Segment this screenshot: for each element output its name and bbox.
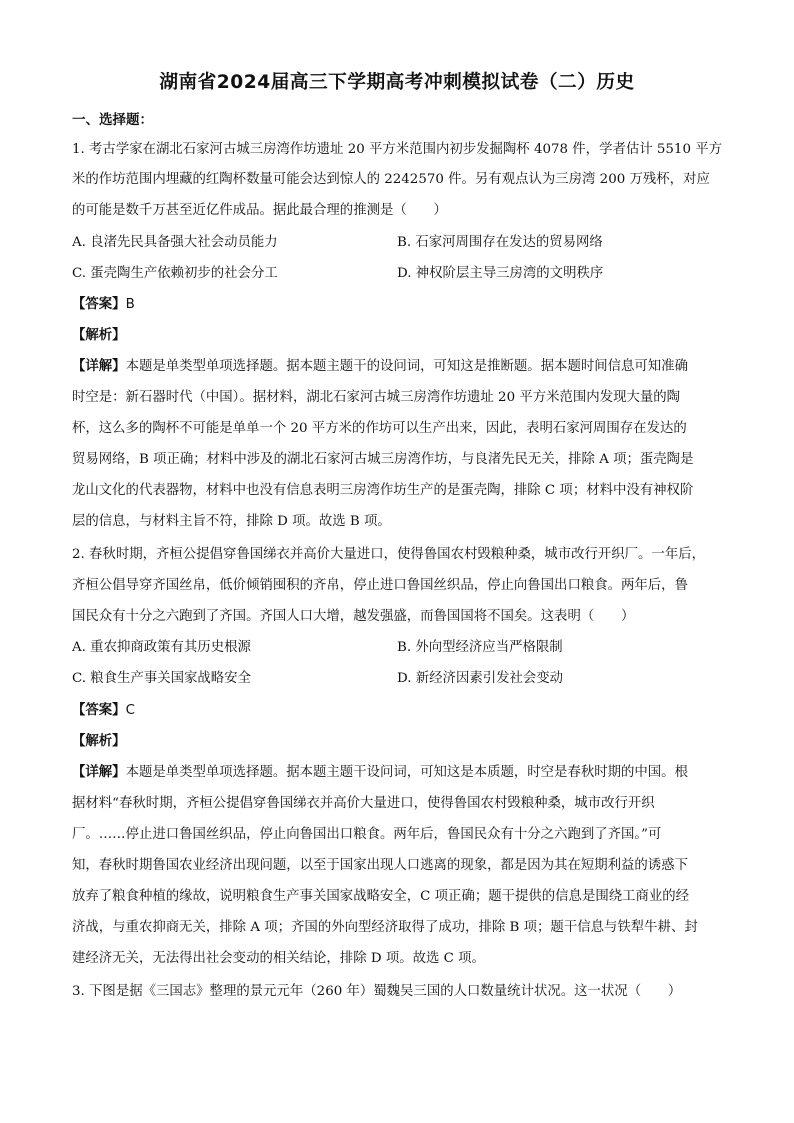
question-1-option-a: A. 良渚先民具备强大社会动员能力 — [72, 235, 278, 250]
question-2-detail-line-2: 据材料“春秋时期，齐桓公提倡穿鲁国绨衣并高价大量进口，使得鲁国农村毁粮种桑，城市改行开织 — [72, 796, 655, 811]
answer-value: C — [125, 703, 135, 718]
question-1-analysis-label — [72, 327, 126, 345]
question-2-line-1: 2. 春秋时期，齐桓公提倡穿鲁国绨衣并高价大量进口，使得鲁国农村毁粮种桑，城市改行开织厂。一年后， — [72, 547, 705, 562]
detail-text: 本题是单类型单项选择题。据本题主题干设问词，可知这是本质题，时空是春秋时期的中国。根 — [125, 765, 688, 780]
analysis-label: 【解析】 — [72, 328, 126, 343]
detail-text: 本题是单类型单项选择题。据本题主题干的设问词，可知这是推断题。据本题时间信息可知准确 — [125, 359, 688, 374]
question-1-answer — [72, 296, 135, 314]
question-2-detail-line-4: 知，春秋时期鲁国农业经济出现问题，以至于国家出现人口逃离的现象，都是因为其在短期利益的诱惑下 — [72, 858, 688, 873]
question-2-answer — [72, 702, 135, 720]
answer-label: 【答案】 — [72, 703, 126, 718]
analysis-label: 【解析】 — [72, 734, 126, 749]
question-3-line-1: 3. 下图是据《三国志》整理的景元元年（260 年）蜀魏吴三国的人口数量统计状况。这一状况（ ） — [72, 984, 682, 999]
question-2-detail-line-6: 济战，与重农抑商无关，排除 A 项；齐国的外向型经济取得了成功，排除 B 项；题干信息与铁犁牛耕、封 — [72, 920, 698, 935]
detail-label: 【详解】 — [72, 359, 126, 374]
section-heading: 一、选择题： — [72, 112, 153, 128]
question-1-option-c: C. 蛋壳陶生产依赖初步的社会分工 — [72, 266, 278, 281]
question-2-option-c: C. 粮食生产事关国家战略安全 — [72, 671, 251, 686]
detail-label: 【详解】 — [72, 765, 126, 780]
question-1-option-d: D. 神权阶层主导三房湾的文明秩序 — [397, 266, 604, 281]
answer-value: B — [125, 297, 135, 312]
question-1-line-3: 的可能是数千万甚至近亿件成品。据此最合理的推测是（ ） — [72, 203, 447, 218]
question-2-option-a: A. 重农抑商政策有其历史根源 — [72, 640, 251, 655]
question-2-detail-line-7: 建经济无关，无法得出社会变动的相关结论，排除 D 项。故选 C 项。 — [72, 951, 485, 966]
question-2-option-d: D. 新经济因素引发社会变动 — [397, 671, 564, 686]
question-2-line-3: 国民众有十分之六跑到了齐国。齐国人口大增，越发强盛，而鲁国国将不国矣。这表明（ ） — [72, 609, 635, 624]
question-1-line-1: 1. 考古学家在湖北石家河古城三房湾作坊遗址 20 平方米范围内初步发掘陶杯 4078 件，学者估计 5510 平方 — [72, 142, 722, 157]
question-2-option-b: B. 外向型经济应当严格限制 — [397, 640, 563, 655]
question-1-detail-line-5: 龙山文化的代表器物，材料中也没有信息表明三房湾作坊生产的是蛋壳陶，排除 C 项；材料中没有神权阶 — [72, 483, 694, 498]
question-2-line-2: 齐桓公倡导穿齐国丝帛，低价倾销囤积的齐帛，停止进口鲁国丝织品，停止向鲁国出口粮食。两年后，鲁 — [72, 578, 688, 593]
question-1-option-b: B. 石家河周围存在发达的贸易网络 — [397, 235, 603, 250]
answer-label: 【答案】 — [72, 297, 126, 312]
question-1-detail-line-4: 贸易网络，B 项正确；材料中涉及的湖北石家河古城三房湾作坊，与良渚先民无关，排除 A 项；蛋壳陶是 — [72, 452, 694, 467]
question-1-line-2: 米的作坊范围内埋藏的红陶杯数量可能会达到惊人的 2242570 件。另有观点认为三房湾 200 万残杯，对应 — [72, 172, 710, 187]
question-1-detail-line-2: 时空是：新石器时代（中国）。据材料，湖北石家河古城三房湾作坊遗址 20 平方米范围内发现大量的陶 — [72, 390, 681, 405]
document-title: 湖南省2024届高三下学期高考冲刺模拟试卷（二）历史 — [159, 72, 635, 93]
question-1-detail-line-3: 杯，这么多的陶杯不可能是单单一个 20 平方米的作坊可以生产出来，因此，表明石家河周围存在发达的 — [72, 421, 687, 436]
question-2-detail-line-1 — [72, 764, 688, 782]
question-1-detail-line-1 — [72, 358, 688, 376]
question-2-detail-line-3: 厂。……停止进口鲁国丝织品，停止向鲁国出口粮食。两年后，鲁国民众有十分之六跑到了齐国。”可 — [72, 827, 662, 842]
question-2-analysis-label — [72, 733, 126, 751]
question-1-detail-line-6: 层的信息，与材料主旨不符，排除 D 项。故选 B 项。 — [72, 514, 391, 529]
question-2-detail-line-5: 放弃了粮食种植的缘故，说明粮食生产事关国家战略安全，C 项正确；题干提供的信息是围绕工商业的经 — [72, 889, 690, 904]
